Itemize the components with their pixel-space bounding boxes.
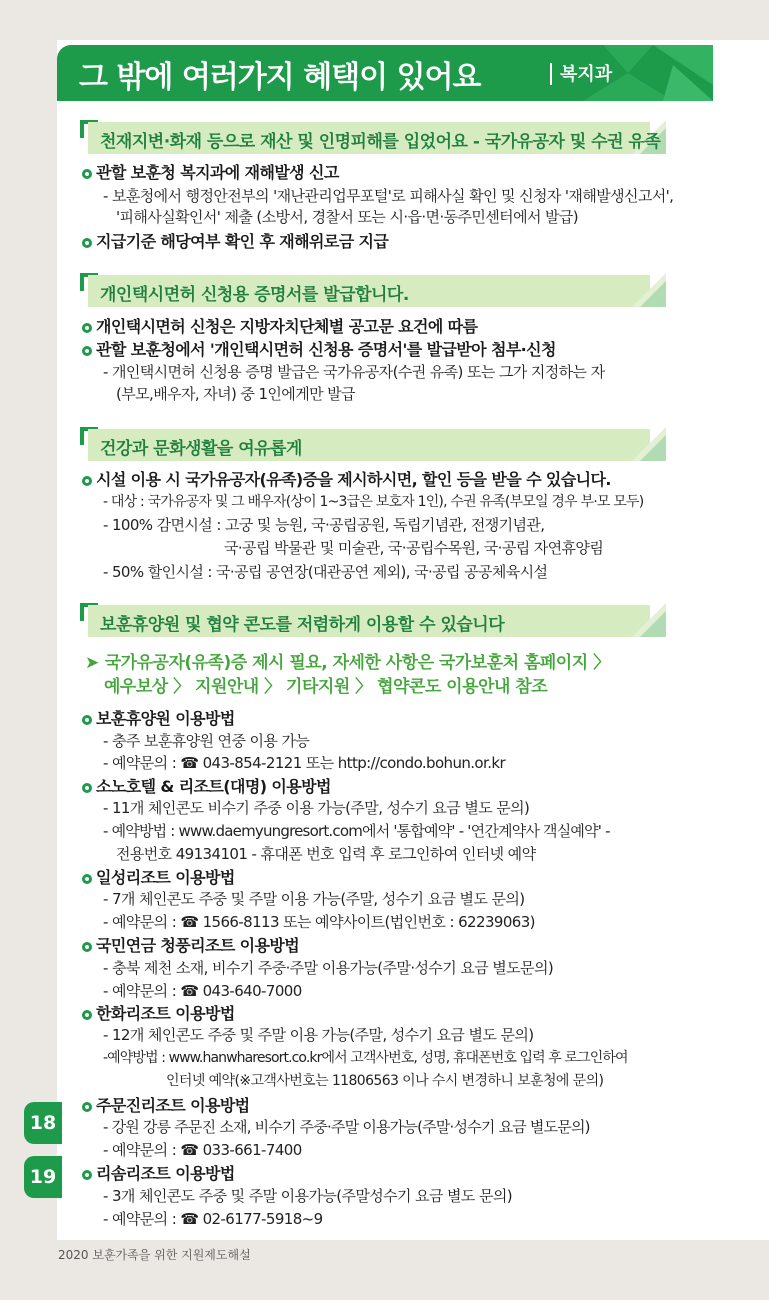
list-item: 국·공립 박물관 및 미술관, 국·공립수목원, 국·공립 자연휴양림	[224, 539, 604, 557]
list-item: -예약방법 : www.hanwharesort.co.kr에서 고객사번호, 성명, 휴대폰번호 입력 후 로그인하여	[103, 1050, 628, 1066]
arrow-right-icon: ➤	[85, 653, 99, 673]
list-item: - 보훈청에서 행정안전부의 '재난관리업무포털'로 피해사실 확인 및 신청자 '재해발생신고서',	[103, 187, 674, 205]
list-item: 소노호텔 & 리조트(대명) 이용방법	[82, 774, 331, 797]
bullet-icon	[82, 1170, 92, 1180]
list-item: - 50% 할인시설 : 국·공립 공연장(대관공연 제외), 국·공립 공공체육시설	[103, 563, 548, 581]
header-divider	[550, 63, 552, 85]
list-item: - 강원 강릉 주문진 소재, 비수기 주중·주말 이용가능(주말·성수기 요금 별도문의)	[103, 1118, 590, 1136]
section-4-title: 보훈휴양원 및 협약 콘도를 저렴하게 이용할 수 있습니다	[100, 615, 505, 635]
list-item: - 7개 체인콘도 주중 및 주말 이용 가능(주말, 성수기 요금 별도 문의)	[103, 890, 525, 908]
header-banner	[57, 45, 713, 101]
bullet-icon	[82, 169, 92, 179]
page-title: 그 밖에 여러가지 혜택이 있어요	[79, 60, 481, 95]
list-item: (부모,배우자, 자녀) 중 1인에게만 발급	[116, 385, 355, 403]
note-line: ➤ 국가유공자(유족)증 제시 필요, 자세한 사항은 국가보훈처 홈페이지 〉	[85, 653, 610, 673]
list-item: - 100% 감면시설 : 고궁 및 능원, 국·공립공원, 독립기념관, 전쟁기념관,	[103, 516, 545, 534]
corner-triangle-icon	[632, 273, 666, 307]
bullet-icon	[82, 476, 92, 486]
bullet-icon	[82, 346, 92, 356]
section-1-title: 천재지변·화재 등으로 재산 및 인명피해를 입었어요 - 국가유공자 및 수권 유족	[100, 132, 661, 152]
bullet-icon	[82, 323, 92, 333]
bullet-icon	[82, 942, 92, 952]
page-number-tab: 18	[24, 1102, 62, 1144]
list-item: - 대상 : 국가유공자 및 그 배우자(상이 1~3급은 보호자 1인), 수권 유족(부모일 경우 부·모 모두)	[103, 494, 644, 510]
list-item: - 12개 체인콘도 주중 및 주말 이용 가능(주말, 성수기 요금 별도 문의)	[103, 1026, 534, 1044]
bullet-icon	[82, 874, 92, 884]
list-item: - 충주 보훈휴양원 연중 이용 가능	[103, 732, 310, 750]
section-2-title: 개인택시면허 신청용 증명서를 발급합니다.	[100, 285, 409, 305]
list-item: 지급기준 해당여부 확인 후 재해위로금 지급	[82, 229, 388, 252]
list-item: - 예약문의 : ☎ 1566-8113 또는 예약사이트(법인번호 : 62239063)	[103, 913, 535, 931]
note-line: 예우보상 〉 지원안내 〉 기타지원 〉 협약콘도 이용안내 참조	[104, 677, 548, 697]
list-item: 관할 보훈청 복지과에 재해발생 신고	[82, 160, 339, 183]
list-item: - 예약문의 : ☎ 043-640-7000	[103, 982, 302, 1000]
list-item: 시설 이용 시 국가유공자(유족)증을 제시하시면, 할인 등을 받을 수 있습니다.	[82, 467, 611, 490]
corner-triangle-icon	[632, 427, 666, 461]
list-item: 한화리조트 이용방법	[82, 1001, 235, 1024]
list-item: 일성리조트 이용방법	[82, 865, 235, 888]
footer-text: 2020 보훈가족을 위한 지원제도해설	[58, 1248, 251, 1262]
list-item: 보훈휴양원 이용방법	[82, 706, 235, 729]
list-item: - 충북 제천 소재, 비수기 주중·주말 이용가능(주말·성수기 요금 별도문의)	[103, 959, 554, 977]
list-item: 주문진리조트 이용방법	[82, 1093, 250, 1116]
list-item: 리솜리조트 이용방법	[82, 1161, 235, 1184]
section-3-title: 건강과 문화생활을 여유롭게	[100, 439, 302, 459]
bullet-icon	[82, 783, 92, 793]
department-label: 복지과	[560, 64, 613, 85]
corner-triangle-icon	[632, 603, 666, 637]
list-item: 인터넷 예약(※고객사번호는 11806563 이나 수시 변경하니 보훈청에 문의)	[166, 1073, 604, 1089]
page-number-tab: 19	[24, 1156, 62, 1198]
bullet-icon	[82, 238, 92, 248]
list-item: 개인택시면허 신청은 지방자치단체별 공고문 요건에 따름	[82, 314, 477, 337]
list-item: - 3개 체인콘도 주중 및 주말 이용가능(주말성수기 요금 별도 문의)	[103, 1187, 513, 1205]
bullet-icon	[82, 1010, 92, 1020]
list-item: '피해사실확인서' 제출 (소방서, 경찰서 또는 시·읍·면·동주민센터에서 발급)	[116, 208, 579, 226]
list-item: 전용번호 49134101 - 휴대폰 번호 입력 후 로그인하여 인터넷 예약	[116, 845, 536, 863]
list-item: 관할 보훈청에서 '개인택시면허 신청용 증명서'를 발급받아 첨부·신청	[82, 337, 556, 360]
bullet-icon	[82, 715, 92, 725]
list-item: - 예약문의 : ☎ 02-6177-5918~9	[103, 1210, 323, 1228]
list-item: 국민연금 청풍리조트 이용방법	[82, 933, 299, 956]
bullet-icon	[82, 1102, 92, 1112]
list-item: - 예약문의 : ☎ 033-661-7400	[103, 1141, 302, 1159]
list-item: - 예약방법 : www.daemyungresort.com에서 '통합예약' - '연간계약사 객실예약' -	[103, 822, 610, 840]
list-item: - 개인택시면허 신청용 증명 발급은 국가유공자(수권 유족) 또는 그가 지정하는 자	[103, 363, 605, 381]
list-item: - 예약문의 : ☎ 043-854-2121 또는 http://condo.bohun.or.kr	[103, 754, 506, 772]
list-item: - 11개 체인콘도 비수기 주중 이용 가능(주말, 성수기 요금 별도 문의)	[103, 799, 530, 817]
